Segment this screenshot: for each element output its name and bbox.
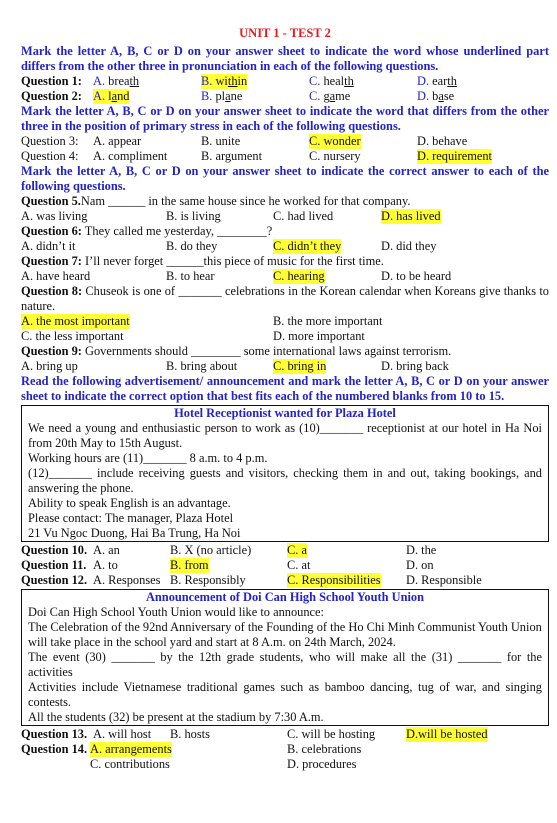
text-line: We need a young and enthusiastic person to work as (10)_______ receptionist at our hotel in Ha Noi from 20th May to 15th August. [28,421,542,450]
question-row [21,149,549,164]
instruction-stress: Mark the letter A, B, C or D on your answer sheet to indicate the word that differs from the other three in the position of primary stress in each of the following questions. [21,104,549,133]
answer-option: C. bring in [273,359,327,373]
option-letter: A. [93,89,106,103]
word-part: me [335,89,351,103]
instruction-grammar: Mark the letter A, B, C or D on your answer sheet to indicate the correct answer to each of the following questions. [21,164,549,193]
answer-option: A. will host [93,727,152,741]
answer-option: D. on [406,558,434,572]
text-line: Ability to speak English is an advantage. [28,496,231,510]
word-part: nd [117,89,130,103]
word-part: pl [212,89,226,103]
option-word [320,74,353,88]
question-14-row2 [21,757,549,772]
underlined-part: th [447,74,457,88]
answer-option: B. unite [201,134,241,148]
option-letter: B. [201,89,213,103]
answer-option: D. behave [417,134,468,148]
answer-option: A. compliment [93,149,168,163]
word-part: ne [230,89,243,103]
text-line: Doi Can High School Youth Union would like to announce: [28,605,324,619]
question-10 [21,543,549,558]
youth-union-announcement [21,589,549,726]
answer-option: C. a [287,543,307,557]
advertisement-title: Hotel Receptionist wanted for Plaza Hotel [174,406,396,420]
question-label: Question 2: [21,89,82,103]
question-14-row1 [21,742,549,757]
option-letter: D. [417,89,430,103]
option-letter: C. [309,74,321,88]
worksheet [21,26,549,772]
word-part: b [429,89,439,103]
question-9-stem: Question 9: Governments should ________ some international laws against terrorism. [21,344,452,358]
option-word [429,74,457,88]
answer-option: B. argument [201,149,263,163]
text-line: All the students (32) be present at the stadium by 7:30 A.m. [28,710,324,724]
answer-option: A. the most important [21,314,130,328]
text-line: Activities include Vietnamese traditional games such as bamboo dancing, tug of war, and singing contests. [28,680,542,709]
answer-option: D. requirement [417,149,493,163]
answer-option: B. celebrations [287,742,362,756]
answer-option: C. nursery [309,149,361,163]
word-part: ear [429,74,448,88]
answer-option: D.will be hosted [406,727,488,741]
underlined-part: a [329,89,336,103]
answer-option: D. did they [381,239,437,253]
word-part: se [443,89,455,103]
answer-option: A. was living [21,209,88,223]
answer-option: D. more important [273,329,365,343]
question-label: Question 3: [21,134,79,148]
question-label: Question 10. [21,543,88,557]
question-label: Question 13. [21,727,88,741]
text-line: The event (30) _______ by the 12th grade students, who will make all the (31) _______ for the activities [28,650,542,679]
announcement-body [28,605,542,725]
question-label: Question 4: [21,149,79,163]
question-7-options [21,269,549,284]
answer-option: D. Responsible [406,573,482,587]
word-part: wi [212,74,228,88]
answer-option: B. the more important [273,314,383,328]
question-8-stem: Question 8: Chuseok is one of _______ celebrations in the Korean calendar when Koreans give thanks to nature. [21,284,549,313]
answer-option: B. do they [166,239,218,253]
text-line: (12)_______ include receiving guests and visitors, checking them in and out, taking bookings, and answering the phone. [28,466,542,495]
question-13 [21,727,549,742]
underlined-part: a [225,89,231,103]
answer-option: D. bring back [381,359,449,373]
underlined-part: a [438,89,444,103]
answer-option: A. bring up [21,359,78,373]
announcement-title: Announcement of Doi Can High School Youth Union [145,590,425,604]
answer-option: D. has lived [381,209,441,223]
answer-option: C. Responsibilities [287,573,381,587]
option-word [212,74,247,88]
answer-option: C. the less important [21,329,124,343]
question-label: Question 14. [21,742,88,756]
word-part: l [105,89,112,103]
question-row [21,134,549,149]
answer-option: B. hosts [170,727,210,741]
answer-option [417,74,457,89]
question-5-options [21,209,549,224]
answer-option: C. will be hosting [287,727,376,741]
text-line: Please contact: The manager, Plaza Hotel [28,511,234,525]
question-label: Question 1: [21,74,82,88]
instruction-pronunciation: Mark the letter A, B, C or D on your answer sheet to indicate the word whose underlined part differs from the other three in pronunciation in each of the following questions. [21,44,549,73]
underlined-part: th [344,74,354,88]
question-11 [21,558,549,573]
answer-option: D. the [406,543,437,557]
text-line: will take place in the school yard and start at 8 A.m. on 24th March, 2024. [28,635,396,649]
text-line: Working hours are (11)_______ 8 a.m. to 4 p.m. [28,451,268,465]
answer-option: B. from [170,558,209,572]
answer-option: C. hearing [273,269,325,283]
option-word [320,89,350,103]
answer-option: B. X (no article) [170,543,252,557]
answer-option: B. to hear [166,269,215,283]
option-word [429,89,454,103]
option-letter: D. [417,74,430,88]
answer-option [201,89,242,104]
stress-questions [21,134,549,164]
answer-option: A. appear [93,134,142,148]
question-6-stem: Question 6: They called me yesterday, ________? [21,224,273,238]
answer-option: B. is living [166,209,221,223]
answer-option: D. procedures [287,757,357,771]
hotel-advertisement [21,405,549,542]
answer-option: B. Responsibly [170,573,246,587]
answer-option [93,89,129,104]
pronunciation-questions [21,74,549,104]
word-part: in [237,74,248,88]
question-8-options-row2 [21,329,549,344]
underlined-part: th [129,74,140,88]
instruction-reading: Read the following advertisement/ announcement and mark the letter A, B, C or D on your answer sheet to indicate the correct option that best fits each of the numbered blanks from 10 to 15. [21,374,549,403]
question-6-options [21,239,549,254]
answer-option: C. contributions [90,757,170,771]
option-word [105,74,139,88]
question-label: Question 11. [21,558,87,572]
question-7-stem: Question 7: I’ll never forget ______this piece of music for the first time. [21,254,384,268]
question-12 [21,573,549,588]
answer-option: B. bring about [166,359,238,373]
option-letter: C. [309,89,321,103]
answer-option: A. arrangements [90,742,172,756]
word-part: heal [320,74,345,88]
text-line: 21 Vu Ngoc Duong, Hai Ba Trung, Ha Noi [28,526,241,540]
answer-option [309,89,350,104]
question-row [21,89,549,104]
option-word [105,89,129,103]
word-part: g [320,89,330,103]
question-5-stem: Question 5.Nam ______ in the same house since he worked for that company. [21,194,411,208]
answer-option [93,74,139,89]
answer-option [201,74,247,89]
answer-option [309,74,354,89]
question-label: Question 12. [21,573,88,587]
underlined-part: a [111,89,118,103]
answer-option: A. have heard [21,269,91,283]
word-part: brea [105,74,130,88]
underlined-part: th [227,74,238,88]
option-word [212,89,242,103]
answer-option: C. didn’t they [273,239,342,253]
answer-option: A. to [93,558,118,572]
answer-option: C. had lived [273,209,334,223]
answer-option: C. at [287,558,311,572]
answer-option: A. Responses [93,573,161,587]
advertisement-body [28,421,542,541]
answer-option: A. didn’t it [21,239,76,253]
answer-option: C. wonder [309,134,361,148]
option-letter: B. [201,74,213,88]
page-title: UNIT 1 - TEST 2 [239,26,331,40]
answer-option: D. to be heard [381,269,452,283]
answer-option: A. an [93,543,120,557]
question-row [21,74,549,89]
answer-option [417,89,454,104]
text-line: The Celebration of the 92nd Anniversary of the Founding of the Ho Chi Minh Communist Youth Union [28,620,542,634]
question-9-options [21,359,549,374]
option-letter: A. [93,74,106,88]
question-8-options-row1 [21,314,549,329]
